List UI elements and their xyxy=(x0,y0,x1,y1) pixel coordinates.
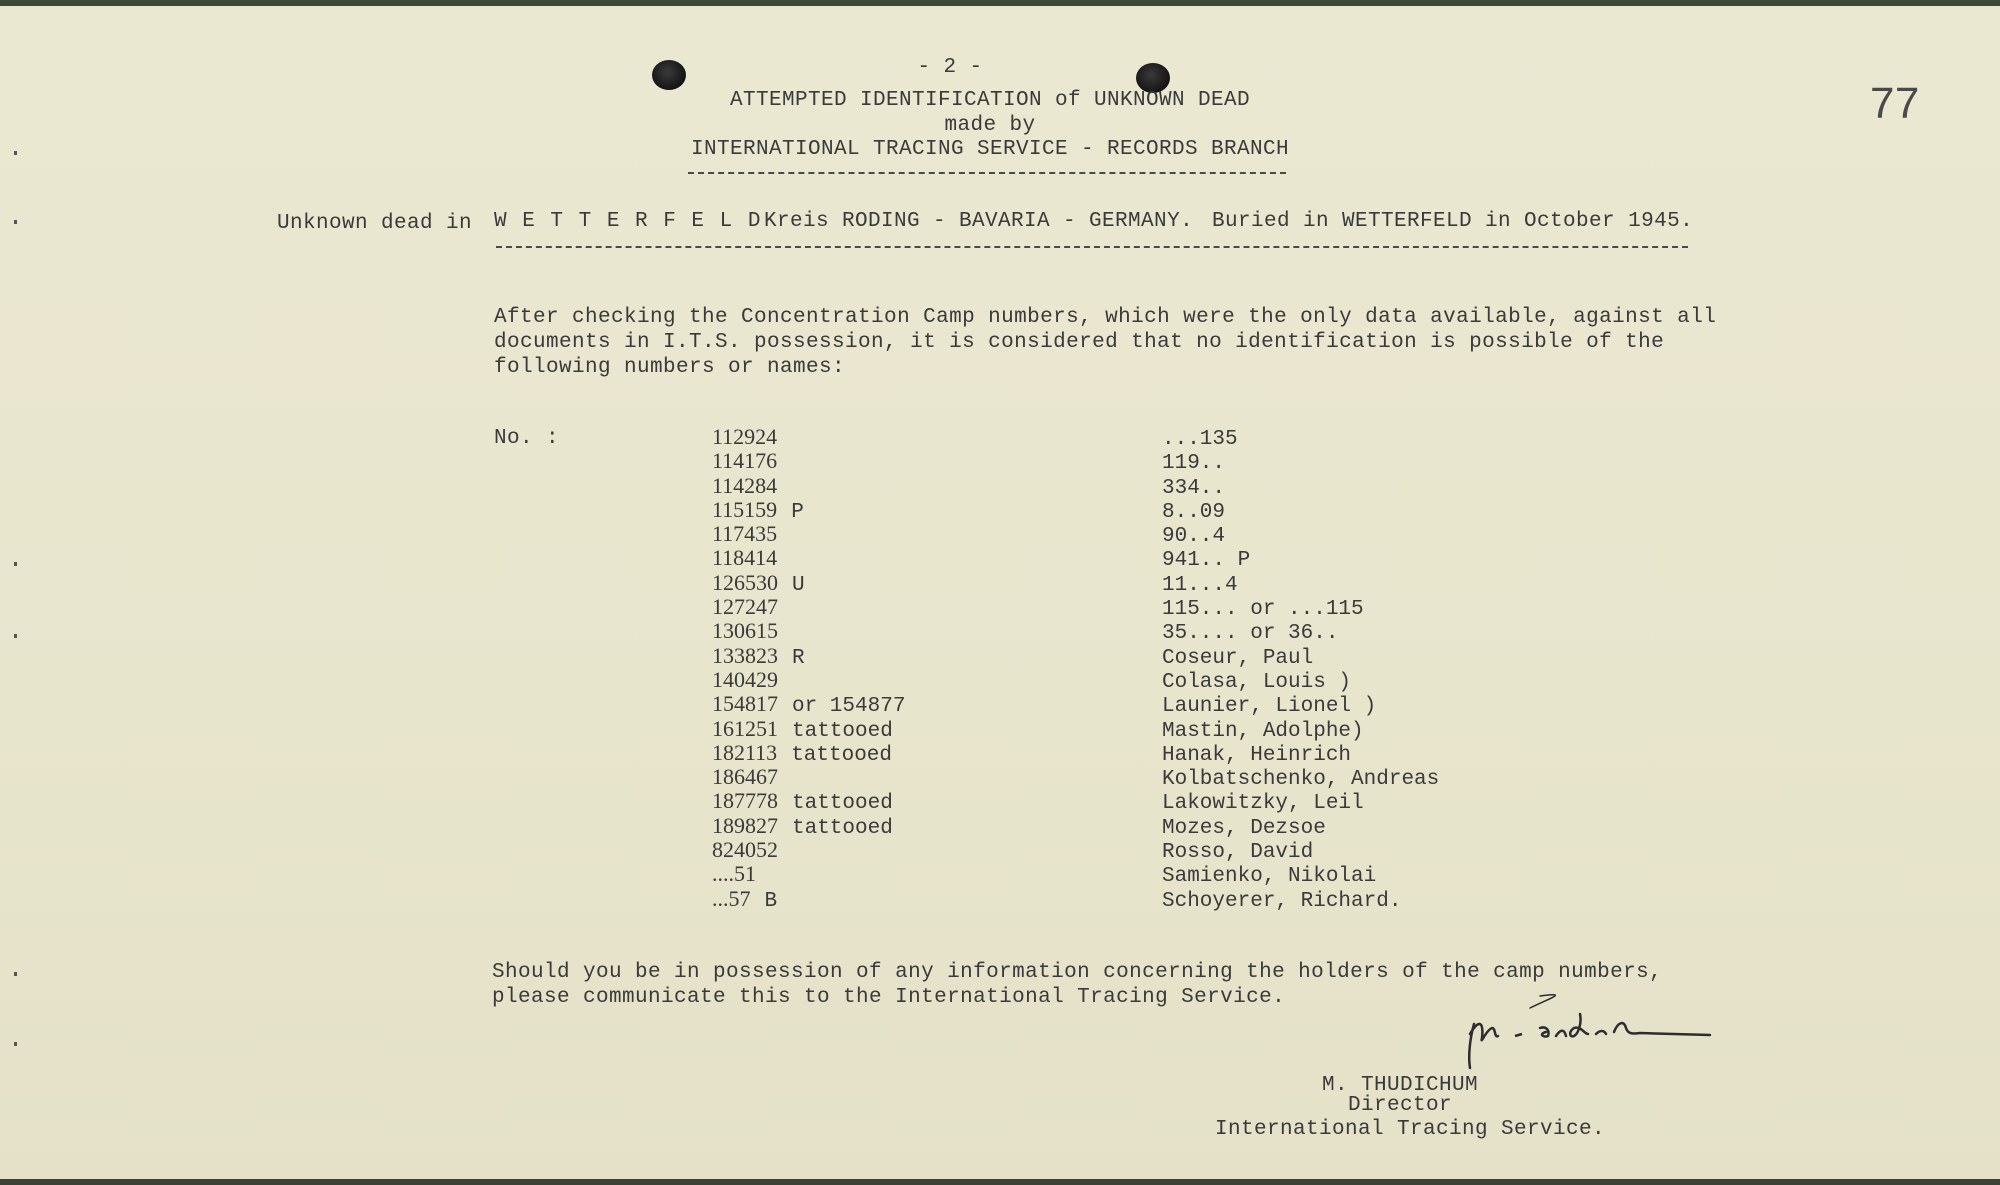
camp-number: 126530 xyxy=(712,569,778,595)
camp-number: 114284 xyxy=(712,472,778,498)
list-item: Mastin, Adolphe) xyxy=(1162,719,1364,743)
list-item: Launier, Lionel ) xyxy=(1162,695,1377,719)
list-item: 35.... or 36.. xyxy=(1162,622,1339,646)
right-number-column xyxy=(1162,428,1642,914)
list-item xyxy=(712,741,1132,765)
list-item: Colasa, Louis ) xyxy=(1162,670,1352,694)
camp-number: 140429 xyxy=(712,666,778,692)
list-item: 90..4 xyxy=(1162,525,1226,549)
camp-number: 187778 xyxy=(712,788,778,814)
subject-label: Unknown dead in xyxy=(277,212,473,235)
list-item xyxy=(712,814,1132,838)
camp-number-note: or 154877 xyxy=(792,695,906,719)
margin-mark xyxy=(14,634,17,638)
list-item: Lakowitzky, Leil xyxy=(1162,792,1364,816)
camp-number: 112924 xyxy=(712,424,778,449)
camp-number-note: tattooed xyxy=(792,816,893,840)
list-item: 11...4 xyxy=(1162,573,1238,597)
subject-underline xyxy=(496,246,1688,248)
title-underline xyxy=(688,172,1286,174)
list-item xyxy=(712,425,1132,449)
margin-mark xyxy=(14,151,17,155)
camp-number: 161251 xyxy=(712,715,778,741)
camp-number: 133823 xyxy=(712,642,778,668)
closing-line-1: Should you be in possession of any information concerning the holders of the camp numbers, xyxy=(492,961,1663,984)
list-item xyxy=(712,449,1132,473)
subject-burial: Buried in WETTERFELD in October 1945. xyxy=(1212,210,1694,233)
camp-number-note: P xyxy=(791,500,804,524)
camp-number: ....51 xyxy=(712,861,756,887)
list-item xyxy=(712,838,1132,862)
camp-number: 115159 xyxy=(712,496,778,522)
list-item: Rosso, David xyxy=(1162,841,1314,865)
camp-number: 127247 xyxy=(712,594,778,620)
list-item xyxy=(712,619,1132,643)
list-item: 115... or ...115 xyxy=(1162,598,1364,622)
camp-number: 824052 xyxy=(712,837,778,863)
signatory-name: M. THUDICHUM xyxy=(1321,1074,1479,1097)
intro-line-3: following numbers or names: xyxy=(494,356,846,379)
list-item: 334.. xyxy=(1162,476,1226,500)
signatory-title: Director xyxy=(1347,1094,1453,1117)
list-item: Mozes, Dezsoe xyxy=(1162,816,1326,840)
title-org: INTERNATIONAL TRACING SERVICE - RECORDS BRANCH xyxy=(690,138,1290,161)
list-item xyxy=(712,717,1132,741)
list-item: ...135 xyxy=(1162,428,1238,451)
list-item xyxy=(712,668,1132,692)
list-item xyxy=(712,546,1132,570)
camp-number-note: R xyxy=(792,646,805,670)
page-number: 77 xyxy=(1870,79,1920,128)
list-item xyxy=(712,887,1132,911)
scan-edge xyxy=(0,1179,2000,1185)
margin-mark xyxy=(14,972,17,976)
camp-number: 117435 xyxy=(712,521,778,547)
camp-number-note: U xyxy=(792,573,805,597)
handwritten-signature xyxy=(1370,976,1720,1086)
camp-number: 182113 xyxy=(712,739,778,765)
margin-mark xyxy=(14,220,17,224)
camp-number: ...57 xyxy=(712,885,751,911)
camp-number: 154817 xyxy=(712,691,778,717)
list-item: Schoyerer, Richard. xyxy=(1162,889,1402,913)
left-number-column xyxy=(712,425,1132,911)
list-item xyxy=(712,474,1132,498)
camp-number-note: tattooed xyxy=(791,743,893,767)
list-item: Coseur, Paul xyxy=(1162,646,1314,670)
subject-detail: Kreis RODING - BAVARIA - GERMANY. xyxy=(764,210,1194,233)
margin-mark xyxy=(14,1042,17,1046)
list-item: 941.. P xyxy=(1162,549,1251,573)
list-item xyxy=(712,498,1132,522)
camp-number-note: B xyxy=(764,889,778,913)
subject-place: W E T T E R F E L D xyxy=(494,210,762,233)
camp-number: 130615 xyxy=(712,618,778,644)
list-item xyxy=(712,644,1132,668)
list-item: Samienko, Nikolai xyxy=(1162,865,1377,889)
list-item xyxy=(712,862,1132,886)
list-item xyxy=(712,788,1132,816)
list-item xyxy=(712,595,1132,619)
list-item: 119.. xyxy=(1162,452,1226,476)
camp-number: 118414 xyxy=(712,545,778,571)
camp-number-note: tattooed xyxy=(792,792,893,816)
page-title: ATTEMPTED IDENTIFICATION of UNKNOWN DEAD xyxy=(729,89,1251,112)
list-item xyxy=(712,522,1132,546)
signatory-org: International Tracing Service. xyxy=(1214,1118,1606,1141)
intro-line-1: After checking the Concentration Camp numbers, which were the only data available, against all xyxy=(494,306,1717,329)
list-item xyxy=(712,571,1132,595)
punch-hole-left xyxy=(652,60,686,90)
list-item xyxy=(712,765,1132,789)
camp-number: 186467 xyxy=(712,764,778,790)
list-item: 8..09 xyxy=(1162,500,1226,524)
intro-line-2: documents in I.T.S. possession, it is considered that no identification is possible of the xyxy=(494,331,1665,354)
camp-number-note: tattooed xyxy=(792,719,893,743)
list-item: Kolbatschenko, Andreas xyxy=(1162,768,1440,792)
closing-line-2: please communicate this to the International Tracing Service. xyxy=(492,986,1286,1009)
page-marker: - 2 - xyxy=(917,56,983,79)
title-made-by: made by xyxy=(944,114,1036,137)
list-item: Hanak, Heinrich xyxy=(1162,743,1352,767)
list-item xyxy=(712,691,1132,719)
camp-number: 114176 xyxy=(712,448,778,474)
list-label: No. : xyxy=(494,427,560,450)
margin-mark xyxy=(14,562,17,566)
camp-number: 189827 xyxy=(712,812,778,838)
